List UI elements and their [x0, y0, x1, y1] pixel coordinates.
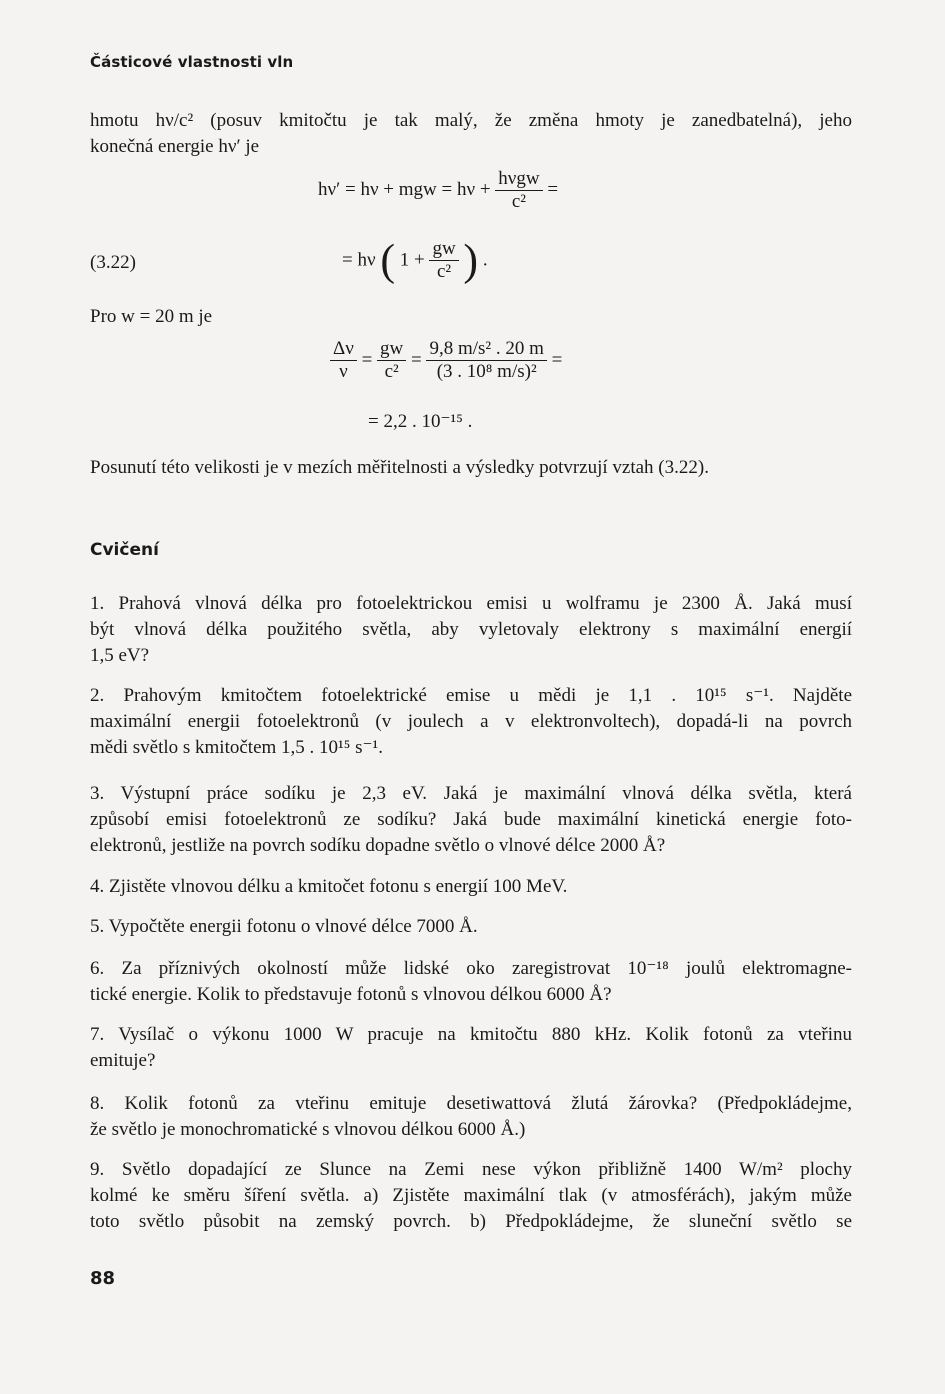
intro-paragraph	[90, 108, 852, 160]
exercise-line: 1,5 eV?	[90, 645, 150, 666]
exercise-2	[90, 683, 852, 761]
equation-3-22-tail: .	[482, 249, 488, 271]
conclusion-paragraph: Posunutí této velikosti je v mezích měřitelnosti a výsledky potvrzují vztah (3.22).	[90, 457, 709, 478]
equation-energy-lhs: hν′ = hν + mgw = hν +	[318, 178, 491, 200]
fraction-numerator: 9,8 m/s² . 20 m	[426, 338, 546, 361]
exercise-line: 1. Prahová vlnová délka pro fotoelektrickou emisi u wolframu je 2300 Å. Jaká musí	[90, 593, 852, 614]
equation-energy-tail: =	[547, 178, 559, 200]
exercise-line: maximální energii fotoelektronů (v joulech a v elektronvoltech), dopadá-li na povrch	[90, 711, 852, 732]
fraction-numerator: Δν	[330, 338, 357, 361]
exercise-line: být vlnová délka použitého světla, aby vyletovaly elektrony s maximální energií	[90, 619, 852, 640]
exercise-line: 4. Zjistěte vlnovou délku a kmitočet fotonu s energií 100 MeV.	[90, 876, 568, 897]
gw-fraction	[377, 338, 406, 383]
running-title: Částicové vlastnosti vln	[90, 53, 294, 71]
pro-w-line: Pro w = 20 m je	[90, 306, 213, 327]
exercise-line: 2. Prahovým kmitočtem fotoelektrické emise u mědi je 1,1 . 10¹⁵ s⁻¹. Najděte	[90, 685, 852, 706]
exercise-5	[90, 914, 852, 940]
fraction-numerator: gw	[377, 338, 406, 361]
exercise-1	[90, 591, 852, 669]
fraction-numerator: hνgw	[495, 168, 542, 191]
fraction-denominator: c²	[384, 361, 399, 382]
exercise-line: tické energie. Kolik to představuje fotonů s vlnovou délkou 6000 Å?	[90, 984, 612, 1005]
exercise-line: způsobí emisi fotoelektronů ze sodíku? Jaká bude maximální kinetická energie foto-	[90, 809, 852, 830]
fraction-numerator: gw	[429, 238, 458, 261]
section-title: Cvičení	[90, 540, 159, 560]
exercise-8	[90, 1091, 852, 1143]
page-number: 88	[90, 1268, 116, 1289]
exercise-line: 7. Vysílač o výkonu 1000 W pracuje na kmitočtu 880 kHz. Kolik fotonů za vteřinu	[90, 1024, 852, 1045]
equation-energy	[318, 168, 558, 213]
exercise-7	[90, 1022, 852, 1074]
exercise-3	[90, 781, 852, 859]
exercise-line: 9. Světlo dopadající ze Slunce na Zemi nese výkon přibližně 1400 W/m² plochy	[90, 1159, 852, 1180]
equals-sign: =	[551, 349, 563, 371]
equation-3-22-lhs: = hν	[342, 249, 376, 271]
equation-3-22	[342, 235, 488, 285]
equation-result: = 2,2 . 10⁻¹⁵ .	[368, 411, 473, 432]
fraction-denominator: (3 . 10⁸ m/s)²	[436, 361, 537, 382]
exercise-line: emituje?	[90, 1050, 156, 1071]
intro-line-1: hmotu hν/c² (posuv kmitočtu je tak malý, že změna hmoty je zanedbatelná), jeho	[90, 110, 852, 131]
left-paren: (	[380, 235, 395, 285]
fraction-denominator: c²	[436, 261, 452, 282]
right-paren: )	[463, 235, 479, 285]
numeric-fraction	[426, 338, 546, 383]
intro-line-2: konečná energie hν′ je	[90, 136, 260, 157]
exercise-line: kolmé ke směru šíření světla. a) Zjistěte maximální tlak (v atmosférách), jakým může	[90, 1185, 852, 1206]
exercise-line: 5. Vypočtěte energii fotonu o vlnové délce 7000 Å.	[90, 916, 478, 937]
exercise-line: mědi světlo s kmitočtem 1,5 . 10¹⁵ s⁻¹.	[90, 737, 383, 758]
equation-shift	[330, 338, 562, 383]
exercise-9	[90, 1157, 852, 1235]
exercise-6	[90, 956, 852, 1008]
equation-energy-fraction	[495, 168, 542, 213]
equation-label: (3.22)	[90, 252, 136, 273]
exercise-line: že světlo je monochromatické s vlnovou délkou 6000 Å.)	[90, 1119, 526, 1140]
equals-sign: =	[361, 349, 373, 371]
fraction-denominator: c²	[511, 191, 527, 212]
exercise-line: toto světlo působit na zemský povrch. b) Předpokládejme, že sluneční světlo se	[90, 1211, 852, 1232]
delta-nu-fraction	[330, 338, 357, 383]
equals-sign: =	[411, 349, 422, 371]
equation-3-22-fraction	[429, 238, 458, 283]
exercise-line: 3. Výstupní práce sodíku je 2,3 eV. Jaká je maximální vlnová délka světla, která	[90, 783, 852, 804]
equation-3-22-inner: 1 +	[399, 249, 425, 271]
exercise-line: 6. Za příznivých okolností může lidské oko zaregistrovat 10⁻¹⁸ joulů elektromagne-	[90, 958, 852, 979]
exercise-line: 8. Kolik fotonů za vteřinu emituje desetiwattová žlutá žárovka? (Předpokládejme,	[90, 1093, 852, 1114]
exercise-line: elektronů, jestliže na povrch sodíku dopadne světlo o vlnové délce 2000 Å?	[90, 835, 666, 856]
fraction-denominator: ν	[339, 361, 348, 382]
exercise-4	[90, 874, 852, 900]
